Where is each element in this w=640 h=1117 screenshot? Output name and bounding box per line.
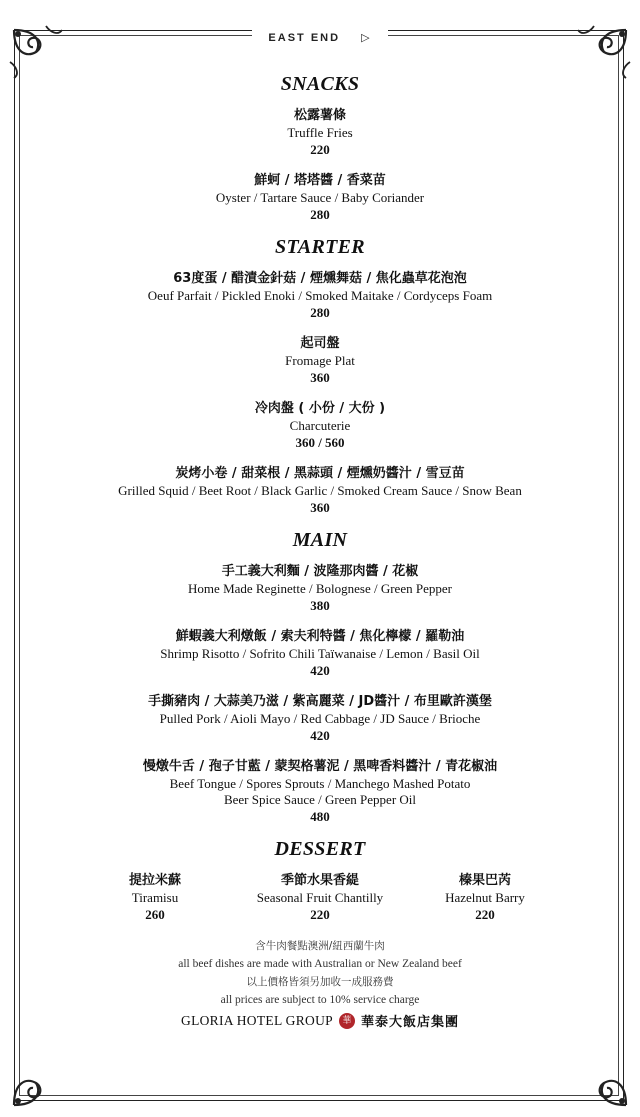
dish-name-en: Fromage Plat bbox=[285, 353, 355, 368]
dish-price: 220 bbox=[310, 142, 330, 157]
dish-name-en: Pulled Pork / Aioli Mayo / Red Cabbage / JD Sauce / Brioche bbox=[159, 711, 481, 726]
dish-price: 420 bbox=[310, 728, 330, 743]
dish-name-zh: 松露薯條 bbox=[293, 108, 346, 123]
dish-name-en: Tiramisu bbox=[131, 890, 179, 905]
dish-price: 280 bbox=[310, 207, 330, 222]
service-note-zh: 以上價格皆須另加收一成服務費 bbox=[246, 976, 394, 988]
dish-name-en: Truffle Fries bbox=[287, 125, 353, 140]
dish-name-en: Seasonal Fruit Chantilly bbox=[256, 890, 384, 905]
dish-name-zh: 手工義大利麵 / 波隆那肉醬 / 花椒 bbox=[221, 564, 419, 579]
menu-item bbox=[235, 871, 405, 923]
ornament-corner-icon bbox=[6, 1053, 66, 1113]
dish-name-zh: 鮮蝦義大利燉飯 / 索夫利特醬 / 焦化檸檬 / 羅勒油 bbox=[175, 629, 465, 644]
dish-name-zh: 63度蛋 / 醋漬金針菇 / 煙燻舞菇 / 焦化蟲草花泡泡 bbox=[173, 271, 467, 286]
dish-price: 280 bbox=[310, 305, 330, 320]
menu-item bbox=[0, 334, 640, 386]
dish-name-en: Beef Tongue / Spores Sprouts / Manchego Mashed Potato bbox=[169, 776, 471, 791]
dish-price: 380 bbox=[310, 598, 330, 613]
dish-price: 480 bbox=[310, 809, 330, 824]
dish-name-zh: 手撕豬肉 / 大蒜美乃滋 / 紫高麗菜 / JD醬汁 / 布里歐許漢堡 bbox=[148, 694, 492, 709]
snacks-list bbox=[0, 106, 640, 223]
dish-name-zh: 慢燉牛舌 / 孢子甘藍 / 蒙契格薯泥 / 黑啤香料醬汁 / 青花椒油 bbox=[142, 759, 498, 774]
notes bbox=[0, 937, 640, 1009]
section-title-snacks: SNACKS bbox=[280, 73, 360, 95]
dish-name-en: Charcuterie bbox=[289, 418, 351, 433]
main-list bbox=[0, 562, 640, 825]
dish-name-en: Beer Spice Sauce / Green Pepper Oil bbox=[223, 792, 417, 807]
hotel-brand-zh: 華泰大飯店集團 bbox=[360, 1015, 459, 1030]
menu-item bbox=[0, 269, 640, 321]
menu-item bbox=[0, 171, 640, 223]
section-title-starter: STARTER bbox=[275, 236, 365, 258]
dish-price: 220 bbox=[475, 907, 495, 922]
dish-name-en: Hazelnut Barry bbox=[445, 890, 525, 905]
menu-item bbox=[0, 399, 640, 451]
hotel-brand: GLORIA HOTEL GROUP bbox=[181, 1012, 333, 1028]
dish-name-zh: 鮮蚵 / 塔塔醬 / 香菜苗 bbox=[254, 173, 386, 188]
play-arrow-icon: ▷ bbox=[353, 32, 379, 44]
hotel-logo-icon: 華 bbox=[339, 1013, 355, 1029]
beef-note-en: all beef dishes are made with Australian or New Zealand beef bbox=[178, 958, 462, 970]
footer bbox=[0, 1011, 640, 1030]
menu-item bbox=[0, 464, 640, 516]
dish-name-zh: 炭烤小卷 / 甜菜根 / 黑蒜頭 / 煙燻奶醬汁 / 雪豆苗 bbox=[175, 466, 465, 481]
dish-price: 360 bbox=[310, 500, 330, 515]
menu-item bbox=[0, 562, 640, 614]
dish-price: 360 bbox=[310, 370, 330, 385]
dish-name-zh: 榛果巴芮 bbox=[458, 873, 511, 888]
dish-name-en: Shrimp Risotto / Sofrito Chili Taïwanaise / Lemon / Basil Oil bbox=[160, 646, 480, 661]
section-title-main: MAIN bbox=[292, 529, 348, 551]
menu-item bbox=[405, 871, 565, 923]
dish-price: 360 / 560 bbox=[295, 435, 345, 450]
section-title-dessert: DESSERT bbox=[274, 838, 366, 860]
dish-name-en: Oyster / Tartare Sauce / Baby Coriander bbox=[215, 190, 425, 205]
venue-label bbox=[0, 20, 640, 44]
dish-price: 260 bbox=[145, 907, 165, 922]
dish-name-zh: 季節水果香緹 bbox=[280, 873, 359, 888]
dish-name-en: Oeuf Parfait / Pickled Enoki / Smoked Maitake / Cordyceps Foam bbox=[147, 288, 493, 303]
menu-content bbox=[0, 72, 640, 1030]
menu-item bbox=[0, 692, 640, 744]
dish-name-en: Home Made Reginette / Bolognese / Green Pepper bbox=[188, 581, 452, 596]
dessert-list bbox=[0, 871, 640, 923]
beef-note-zh: 含牛肉餐點澳洲/紐西蘭牛肉 bbox=[255, 940, 385, 952]
menu-item bbox=[0, 106, 640, 158]
dish-name-zh: 起司盤 bbox=[300, 336, 340, 351]
dish-price: 220 bbox=[310, 907, 330, 922]
dish-name-zh: 冷肉盤 ( 小份 / 大份 ) bbox=[254, 401, 386, 416]
dish-name-en: Grilled Squid / Beet Root / Black Garlic / Smoked Cream Sauce / Snow Bean bbox=[118, 483, 522, 498]
menu-item bbox=[0, 627, 640, 679]
dish-price: 420 bbox=[310, 663, 330, 678]
dish-name-zh: 提拉米蘇 bbox=[128, 873, 181, 888]
service-note-en: all prices are subject to 10% service charge bbox=[220, 994, 420, 1006]
ornament-corner-icon bbox=[574, 1053, 634, 1113]
starter-list bbox=[0, 269, 640, 516]
venue-name: EAST END bbox=[260, 32, 348, 44]
menu-item bbox=[0, 757, 640, 825]
menu-item bbox=[75, 871, 235, 923]
